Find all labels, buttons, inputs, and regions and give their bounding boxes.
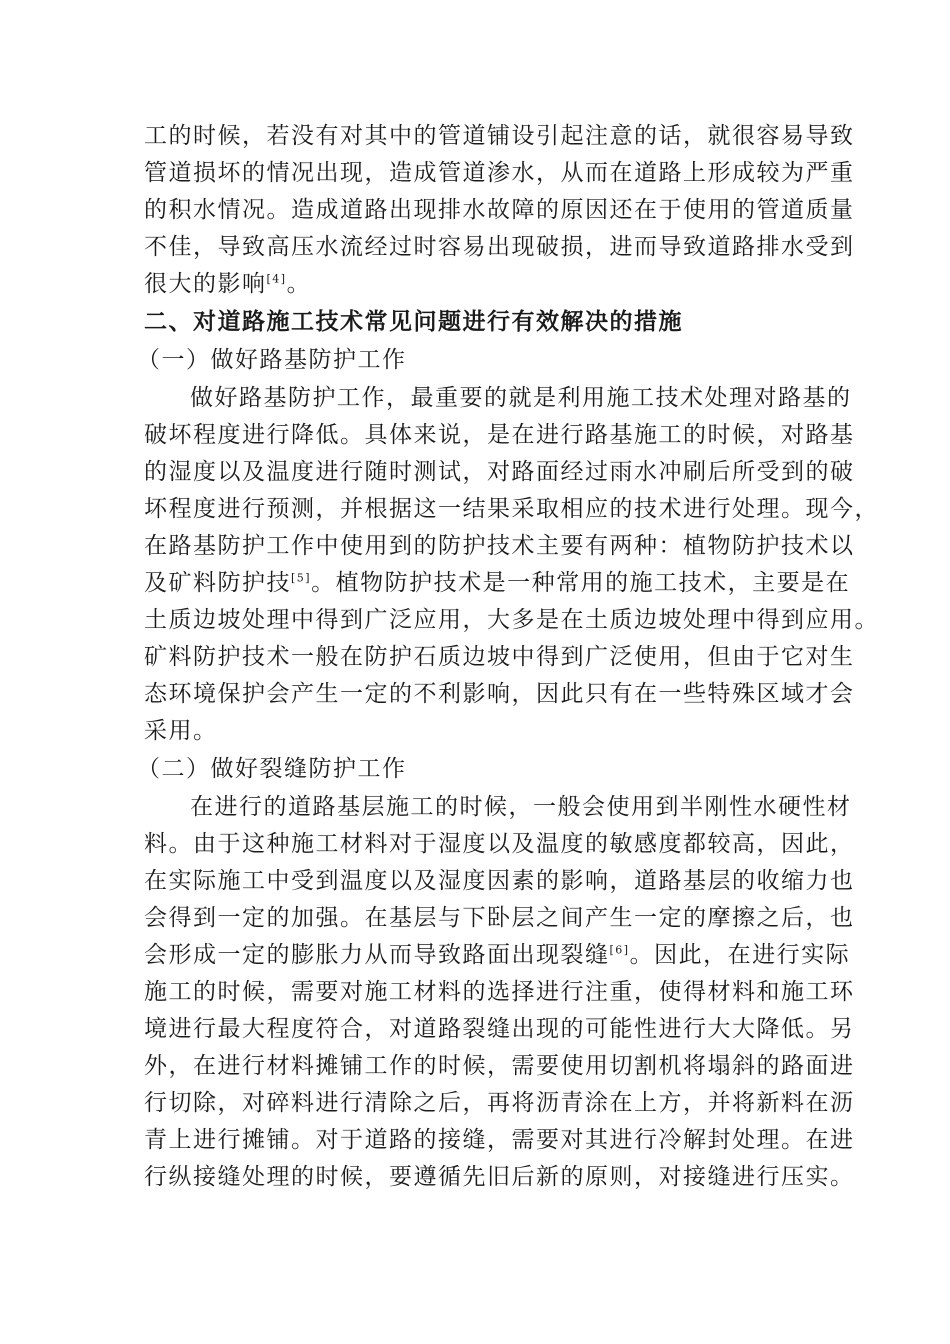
text-line: 施工的时候，需要对施工材料的选择进行注重，使得材料和施工环 [144, 979, 855, 1005]
text-line: 土质边坡处理中得到广泛应用，大多是在土质边坡处理中得到应用。 [144, 607, 879, 633]
subsection-heading: （二）做好裂缝防护工作 [137, 756, 407, 782]
text-line: 在路基防护工作中使用到的防护技术主要有两种：植物防护技术以 [144, 533, 855, 559]
text-line: 的湿度以及温度进行随时测试，对路面经过雨水冲刷后所受到的破 [144, 459, 855, 485]
text-line: 采用。 [144, 718, 218, 744]
text-line: 矿料防护技术一般在防护石质边坡中得到广泛使用，但由于它对生 [144, 644, 855, 670]
subsection-heading: （一）做好路基防护工作 [137, 347, 407, 373]
text-line: 坏程度进行预测，并根据这一结果采取相应的技术进行处理。现今， [144, 496, 879, 522]
text-line: 行纵接缝处理的时候，要遵循先旧后新的原则，对接缝进行压实。 [144, 1164, 855, 1190]
citation-ref: [4] [266, 272, 287, 286]
text-line: 态环境保护会产生一定的不利影响，因此只有在一些特殊区域才会 [144, 681, 855, 707]
text-line [144, 565, 850, 601]
text-line: 在实际施工中受到温度以及湿度因素的影响，道路基层的收缩力也 [144, 868, 855, 894]
text-line: 外，在进行材料摊铺工作的时候，需要使用切割机将塌斜的路面进 [144, 1053, 855, 1079]
text-line: 管道损坏的情况出现，造成管道渗水，从而在道路上形成较为严重 [144, 160, 855, 186]
text-span: 及矿料防护技 [144, 570, 291, 596]
text-span: 。植物防护技术是一种常用的施工技术，主要是在 [311, 570, 851, 596]
text-line: 的积水情况。造成道路出现排水故障的原因还在于使用的管道质量 [144, 197, 855, 223]
text-line: 做好路基防护工作，最重要的就是利用施工技术处理对路基的 [190, 385, 852, 411]
text-line: 破坏程度进行降低。具体来说，是在进行路基施工的时候，对路基 [144, 422, 855, 448]
text-span: 会形成一定的膨胀力从而导致路面出现裂缝 [144, 942, 610, 968]
text-line: 不佳，导致高压水流经过时容易出现破损，进而导致道路排水受到 [144, 234, 855, 260]
text-span: 。 [286, 271, 312, 297]
text-line: 工的时候，若没有对其中的管道铺设引起注意的话，就很容易导致 [144, 123, 855, 149]
citation-ref: [6] [609, 943, 630, 957]
text-line: 青上进行摊铺。对于道路的接缝，需要对其进行冷解封处理。在进 [144, 1127, 855, 1153]
text-span: 很大的影响 [144, 271, 267, 297]
text-span: 。因此，在进行实际 [629, 942, 851, 968]
citation-ref: [5] [291, 571, 312, 585]
text-line: 料。由于这种施工材料对于湿度以及温度的敏感度都较高，因此， [144, 831, 855, 857]
text-line [144, 937, 850, 973]
text-line [144, 266, 311, 302]
text-line: 境进行最大程度符合，对道路裂缝出现的可能性进行大大降低。另 [144, 1016, 855, 1042]
text-line: 会得到一定的加强。在基层与下卧层之间产生一定的摩擦之后，也 [144, 905, 855, 931]
text-line: 在进行的道路基层施工的时候，一般会使用到半刚性水硬性材 [190, 794, 852, 820]
text-line: 行切除，对碎料进行清除之后，再将沥青涂在上方，并将新料在沥 [144, 1090, 855, 1116]
section-heading: 二、对道路施工技术常见问题进行有效解决的措施 [144, 308, 683, 335]
